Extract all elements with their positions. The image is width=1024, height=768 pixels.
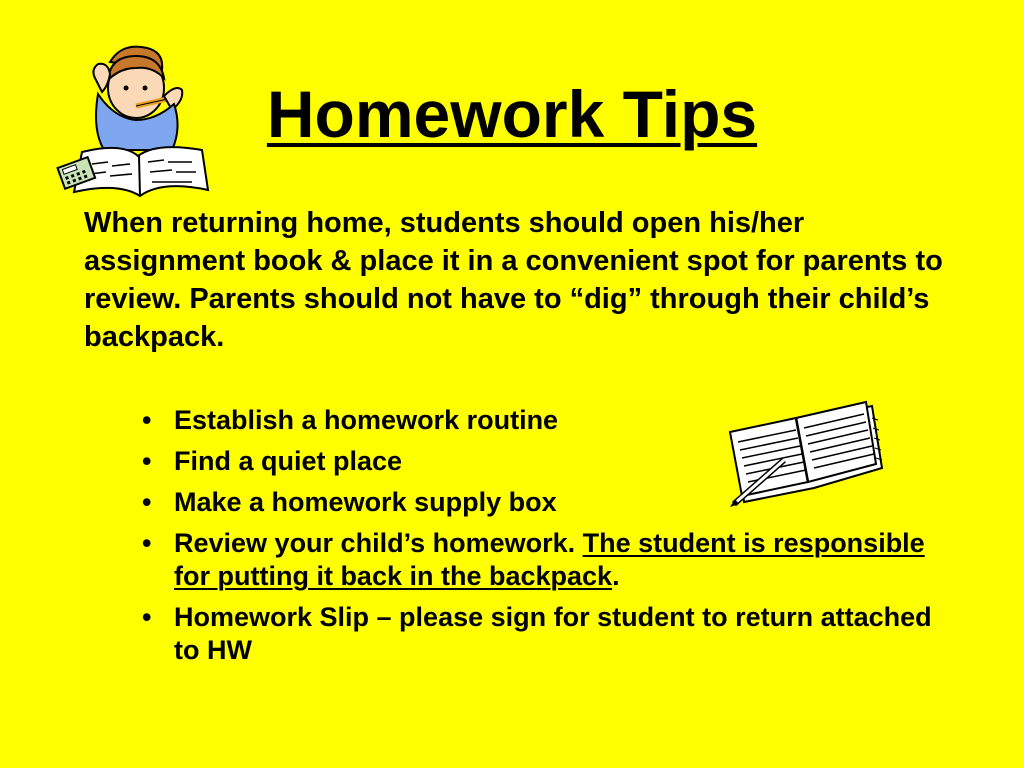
slide-title: Homework Tips xyxy=(266,77,758,151)
tip-text: Establish a homework routine xyxy=(174,405,559,435)
open-assignment-book-with-pencil-icon xyxy=(722,398,884,508)
intro-paragraph: When returning home, students should open his/her assignment book & place it in a convenient spot for parents to review. Parents should not have to “dig” through their child’s backpack. xyxy=(84,207,943,353)
tip-text: Find a quiet place xyxy=(174,446,403,476)
list-item xyxy=(140,601,940,667)
bullet-icon: • xyxy=(142,528,152,558)
tip-suffix: . xyxy=(612,561,620,591)
tip-text: Homework Slip – please sign for student to return attached to HW xyxy=(174,602,932,665)
tip-text: Review your child’s homework. xyxy=(174,528,576,558)
tip-text: Make a homework supply box xyxy=(174,487,557,517)
bullet-icon: • xyxy=(142,405,152,435)
bullet-icon: • xyxy=(142,487,152,517)
list-item xyxy=(140,527,940,593)
tip-underlined-text: The student is responsible for putting it back in the backpack xyxy=(174,528,925,591)
bullet-icon: • xyxy=(142,602,152,632)
bullet-icon: • xyxy=(142,446,152,476)
